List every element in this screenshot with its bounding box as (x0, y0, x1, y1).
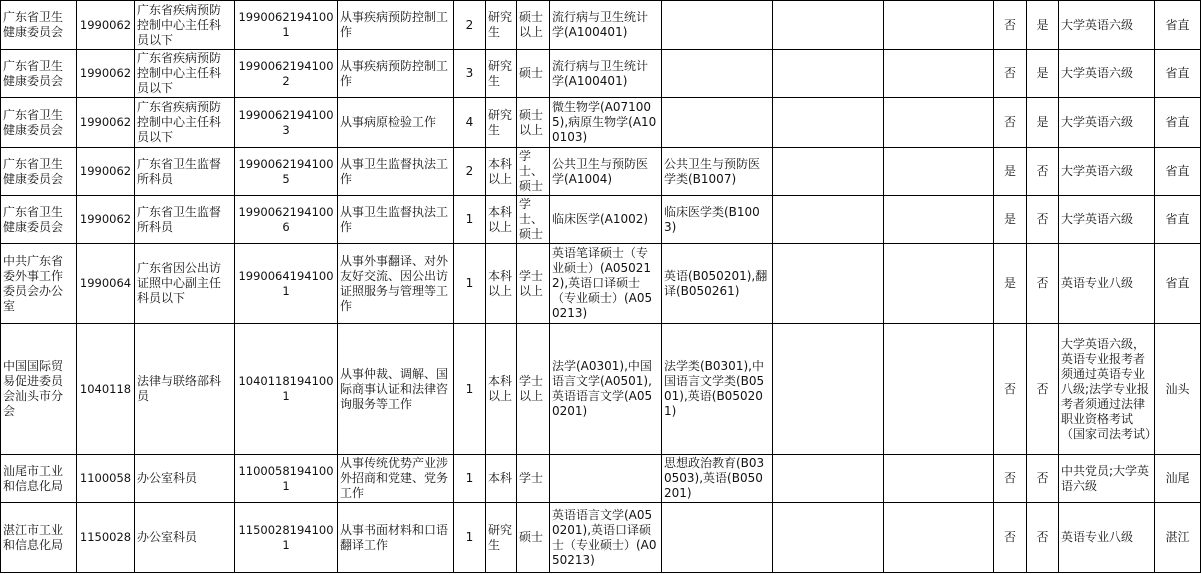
other-requirement-cell[interactable] (884, 244, 994, 324)
education-cell[interactable] (486, 148, 517, 196)
position-code-cell[interactable] (235, 503, 338, 573)
employing-unit-cell-text: 广东省因公出访证照中心副主任科员以下 (137, 261, 222, 305)
employing-unit-cell-text: 广东省疾病预防控制中心主任科员以下 (137, 100, 222, 144)
vocational-major-cell[interactable] (773, 455, 884, 503)
education-cell-text: 本科 (488, 471, 513, 485)
region-cell[interactable] (1155, 455, 1201, 503)
department-code-cell-text: 1040118 (79, 381, 132, 396)
grassroots-experience-cell-text: 是 (1003, 164, 1016, 178)
exam-type-cell-text: 否 (1036, 164, 1049, 178)
employing-unit-cell-text: 广东省卫生监督所科员 (137, 156, 222, 186)
headcount-cell-text: 1 (465, 276, 474, 290)
department-name-cell-text: 湛江市工业和信息化局 (3, 522, 64, 552)
other-conditions-cell-text: 大学英语六级，英语专业报考者须通过英语专业八级;法学专业报考者须通过法律职业资格考试（国家司法考试） (1061, 336, 1158, 441)
graduate-major-cell-text: 法学(A0301),中国语言文学(A0501),英语语言文学(A050201) (552, 359, 653, 418)
job-duty-cell-text: 从事卫生监督执法工作 (340, 204, 449, 234)
department-name-cell-text: 中共广东省委外事工作委员会办公室 (3, 253, 64, 313)
job-duty-cell-text: 从事书面材料和口语翻译工作 (340, 522, 449, 552)
position-code-cell-text: 19900621941003 (238, 107, 334, 137)
exam-type-cell[interactable] (1027, 455, 1059, 503)
other-conditions-cell-text: 大学英语六级 (1061, 66, 1134, 80)
department-code-cell-text: 1990064 (79, 276, 132, 290)
region-cell[interactable] (1155, 324, 1201, 455)
position-code-cell[interactable] (235, 455, 338, 503)
other-conditions-cell[interactable] (1059, 50, 1155, 98)
other-conditions-cell[interactable] (1059, 244, 1155, 324)
headcount-cell[interactable] (454, 148, 486, 196)
exam-type-cell-text: 否 (1036, 212, 1049, 226)
graduate-major-cell-text: 流行病与卫生统计学(A100401) (552, 10, 649, 39)
education-cell-text: 研究生 (488, 58, 513, 88)
region-cell-text: 省直 (1165, 212, 1190, 226)
position-code-cell[interactable] (235, 148, 338, 196)
undergraduate-major-cell-text: 公共卫生与预防医学类(B1007) (664, 156, 761, 186)
degree-cell-text: 硕士 (519, 530, 544, 544)
undergraduate-major-cell[interactable] (662, 503, 773, 573)
table-row (1, 50, 1201, 98)
region-cell-text: 汕尾 (1165, 471, 1190, 485)
degree-cell[interactable] (517, 1, 550, 50)
exam-type-cell[interactable] (1027, 196, 1059, 244)
grassroots-experience-cell[interactable] (994, 196, 1027, 244)
employing-unit-cell[interactable] (135, 1, 235, 50)
other-conditions-cell-text: 大学英语六级 (1061, 115, 1134, 129)
department-code-cell[interactable] (77, 455, 135, 503)
employing-unit-cell[interactable] (135, 455, 235, 503)
education-cell-text: 研究生 (488, 107, 513, 137)
other-conditions-cell[interactable] (1059, 148, 1155, 196)
other-requirement-cell[interactable] (884, 503, 994, 573)
headcount-cell-text: 4 (465, 115, 474, 129)
job-duty-cell-text: 从事外事翻译、对外友好交流、因公出访证照服务与管理等工作 (340, 253, 449, 313)
exam-type-cell-text: 否 (1036, 276, 1049, 290)
headcount-cell-text: 3 (465, 66, 474, 80)
undergraduate-major-cell-text: 英语(B050201),翻译(B050261) (664, 268, 768, 298)
degree-cell[interactable] (517, 244, 550, 324)
region-cell[interactable] (1155, 244, 1201, 324)
job-duty-cell[interactable] (338, 455, 454, 503)
position-code-cell-text: 19900621941006 (238, 204, 334, 234)
undergraduate-major-cell[interactable] (662, 98, 773, 148)
undergraduate-major-cell[interactable] (662, 324, 773, 455)
employing-unit-cell[interactable] (135, 324, 235, 455)
position-code-cell-text: 11500281941001 (238, 522, 334, 552)
employing-unit-cell[interactable] (135, 244, 235, 324)
other-conditions-cell[interactable] (1059, 98, 1155, 148)
headcount-cell[interactable] (454, 50, 486, 98)
other-conditions-cell[interactable] (1059, 1, 1155, 50)
headcount-cell-text: 1 (465, 530, 474, 544)
other-conditions-cell[interactable] (1059, 455, 1155, 503)
other-conditions-cell[interactable] (1059, 503, 1155, 573)
table-row (1, 196, 1201, 244)
position-code-cell-text: 19900621941005 (238, 156, 334, 186)
employing-unit-cell-text: 办公室科员 (137, 530, 198, 544)
degree-cell-text: 学士、硕士 (519, 149, 544, 193)
job-duty-cell[interactable] (338, 98, 454, 148)
position-code-cell[interactable] (235, 244, 338, 324)
department-code-cell[interactable] (77, 503, 135, 573)
job-duty-cell[interactable] (338, 50, 454, 98)
headcount-cell[interactable] (454, 455, 486, 503)
employing-unit-cell[interactable] (135, 148, 235, 196)
region-cell[interactable] (1155, 98, 1201, 148)
grassroots-experience-cell[interactable] (994, 50, 1027, 98)
education-cell-text: 本科以上 (488, 204, 513, 234)
grassroots-experience-cell[interactable] (994, 244, 1027, 324)
department-code-cell-text: 1990062 (79, 115, 132, 129)
department-name-cell[interactable] (1, 1, 77, 50)
table-row (1, 503, 1201, 573)
position-code-cell[interactable] (235, 324, 338, 455)
job-duty-cell[interactable] (338, 196, 454, 244)
vocational-major-cell[interactable] (773, 1, 884, 50)
graduate-major-cell[interactable] (550, 148, 662, 196)
exam-type-cell-text: 是 (1036, 66, 1049, 80)
region-cell-text: 汕头 (1165, 381, 1190, 396)
exam-type-cell-text: 是 (1036, 17, 1049, 32)
job-duty-cell[interactable] (338, 148, 454, 196)
education-cell[interactable] (486, 1, 517, 50)
job-duty-cell-text: 从事卫生监督执法工作 (340, 156, 449, 186)
department-name-cell-text: 广东省卫生健康委员会 (3, 10, 64, 39)
headcount-cell-text: 1 (465, 381, 474, 396)
headcount-cell[interactable] (454, 503, 486, 573)
region-cell[interactable] (1155, 503, 1201, 573)
grassroots-experience-cell[interactable] (994, 324, 1027, 455)
exam-type-cell-text: 否 (1036, 471, 1049, 485)
graduate-major-cell-text: 临床医学(A1002) (552, 212, 649, 226)
graduate-major-cell-text: 英语笔译硕士（专业硕士）(A050212),英语口译硕士（专业硕士）(A050213) (552, 246, 653, 320)
job-duty-cell-text: 从事仲裁、调解、国际商事认证和法律咨询服务等工作 (340, 366, 449, 411)
vocational-major-cell[interactable] (773, 50, 884, 98)
position-code-cell-text: 19900621941001 (238, 10, 334, 39)
department-code-cell-text: 1990062 (79, 17, 132, 32)
position-code-cell-text: 11000581941001 (238, 463, 334, 493)
region-cell[interactable] (1155, 196, 1201, 244)
employing-unit-cell[interactable] (135, 503, 235, 573)
employing-unit-cell-text: 广东省卫生监督所科员 (137, 204, 222, 234)
graduate-major-cell[interactable] (550, 503, 662, 573)
grassroots-experience-cell-text: 否 (1003, 530, 1016, 544)
graduate-major-cell[interactable] (550, 455, 662, 503)
department-name-cell[interactable] (1, 196, 77, 244)
graduate-major-cell[interactable] (550, 324, 662, 455)
exam-type-cell[interactable] (1027, 50, 1059, 98)
other-conditions-cell-text: 英语专业八级 (1061, 276, 1134, 290)
grassroots-experience-cell-text: 是 (1003, 212, 1016, 226)
headcount-cell-text: 1 (465, 212, 474, 226)
table-row (1, 244, 1201, 324)
education-cell-text: 本科以上 (488, 374, 513, 403)
region-cell-text: 省直 (1165, 17, 1190, 32)
graduate-major-cell[interactable] (550, 244, 662, 324)
education-cell[interactable] (486, 196, 517, 244)
region-cell[interactable] (1155, 50, 1201, 98)
employing-unit-cell-text: 广东省疾病预防控制中心主任科员以下 (137, 51, 222, 95)
job-duty-cell[interactable] (338, 244, 454, 324)
department-code-cell-text: 1100058 (79, 471, 132, 485)
degree-cell-text: 硕士 (519, 66, 544, 80)
exam-type-cell-text: 否 (1036, 530, 1049, 544)
headcount-cell-text: 2 (465, 17, 474, 32)
employing-unit-cell-text: 广东省疾病预防控制中心主任科员以下 (137, 2, 222, 47)
department-name-cell-text: 中国国际贸易促进委员会汕头市分会 (3, 359, 64, 418)
region-cell[interactable] (1155, 148, 1201, 196)
job-duty-cell-text: 从事疾病预防控制工作 (340, 10, 449, 39)
job-duty-cell[interactable] (338, 1, 454, 50)
graduate-major-cell-text: 英语语言文学(A050201),英语口译硕士（专业硕士）(A050213) (552, 507, 657, 567)
job-duty-cell-text: 从事传统优势产业涉外招商和党建、党务工作 (340, 456, 449, 500)
department-code-cell[interactable] (77, 196, 135, 244)
table-row (1, 148, 1201, 196)
department-name-cell[interactable] (1, 50, 77, 98)
table-row (1, 324, 1201, 455)
department-code-cell[interactable] (77, 244, 135, 324)
other-requirement-cell[interactable] (884, 148, 994, 196)
region-cell[interactable] (1155, 1, 1201, 50)
degree-cell[interactable] (517, 324, 550, 455)
grassroots-experience-cell[interactable] (994, 148, 1027, 196)
grassroots-experience-cell-text: 否 (1003, 471, 1016, 485)
degree-cell-text: 硕士以上 (519, 10, 544, 39)
degree-cell-text: 学士、硕士 (519, 197, 544, 241)
other-requirement-cell[interactable] (884, 98, 994, 148)
degree-cell[interactable] (517, 148, 550, 196)
grassroots-experience-cell[interactable] (994, 98, 1027, 148)
undergraduate-major-cell[interactable] (662, 455, 773, 503)
education-cell-text: 本科以上 (488, 156, 513, 186)
graduate-major-cell-text: 公共卫生与预防医学(A1004) (552, 156, 649, 186)
region-cell-text: 省直 (1165, 66, 1190, 80)
department-name-cell[interactable] (1, 148, 77, 196)
job-duty-cell-text: 从事疾病预防控制工作 (340, 58, 449, 88)
other-conditions-cell-text: 大学英语六级 (1061, 17, 1134, 32)
other-conditions-cell[interactable] (1059, 196, 1155, 244)
education-cell[interactable] (486, 98, 517, 148)
headcount-cell[interactable] (454, 324, 486, 455)
headcount-cell[interactable] (454, 244, 486, 324)
graduate-major-cell[interactable] (550, 98, 662, 148)
education-cell[interactable] (486, 324, 517, 455)
other-conditions-cell-text: 英语专业八级 (1061, 530, 1134, 544)
other-requirement-cell[interactable] (884, 50, 994, 98)
department-code-cell[interactable] (77, 50, 135, 98)
department-name-cell-text: 汕尾市工业和信息化局 (3, 463, 64, 493)
degree-cell-text: 硕士以上 (519, 107, 544, 137)
position-code-cell-text: 19900641941001 (238, 268, 334, 298)
department-name-cell[interactable] (1, 455, 77, 503)
department-code-cell-text: 1990062 (79, 212, 132, 226)
other-conditions-cell-text: 大学英语六级 (1061, 164, 1134, 178)
graduate-major-cell[interactable] (550, 1, 662, 50)
employing-unit-cell[interactable] (135, 196, 235, 244)
other-requirement-cell[interactable] (884, 324, 994, 455)
department-code-cell[interactable] (77, 324, 135, 455)
undergraduate-major-cell[interactable] (662, 196, 773, 244)
undergraduate-major-cell-text: 思想政治教育(B030503),英语(B050201) (664, 456, 765, 500)
degree-cell-text: 学士以上 (519, 268, 544, 298)
position-code-cell[interactable] (235, 196, 338, 244)
degree-cell-text: 学士以上 (519, 374, 544, 403)
exam-type-cell-text: 是 (1036, 115, 1049, 129)
position-code-cell-text: 10401181941001 (238, 374, 334, 403)
employing-unit-cell[interactable] (135, 98, 235, 148)
education-cell-text: 本科以上 (488, 268, 513, 298)
department-name-cell[interactable] (1, 244, 77, 324)
job-duty-cell-text: 从事病原检验工作 (340, 115, 437, 129)
headcount-cell[interactable] (454, 98, 486, 148)
position-code-cell[interactable] (235, 1, 338, 50)
department-name-cell[interactable] (1, 98, 77, 148)
job-duty-cell[interactable] (338, 324, 454, 455)
department-name-cell-text: 广东省卫生健康委员会 (3, 107, 64, 137)
exam-type-cell[interactable] (1027, 1, 1059, 50)
graduate-major-cell-text: 流行病与卫生统计学(A100401) (552, 58, 649, 88)
grassroots-experience-cell-text: 是 (1003, 276, 1016, 290)
table-row (1, 98, 1201, 148)
department-code-cell-text: 1990062 (79, 164, 132, 178)
degree-cell[interactable] (517, 50, 550, 98)
exam-type-cell[interactable] (1027, 324, 1059, 455)
employing-unit-cell[interactable] (135, 50, 235, 98)
department-code-cell-text: 1990062 (79, 66, 132, 80)
grassroots-experience-cell[interactable] (994, 455, 1027, 503)
education-cell[interactable] (486, 244, 517, 324)
position-code-cell-text: 19900621941002 (238, 58, 334, 88)
vocational-major-cell[interactable] (773, 244, 884, 324)
job-duty-cell[interactable] (338, 503, 454, 573)
department-code-cell[interactable] (77, 148, 135, 196)
department-code-cell-text: 1150028 (79, 530, 132, 544)
vocational-major-cell[interactable] (773, 148, 884, 196)
region-cell-text: 省直 (1165, 115, 1190, 129)
graduate-major-cell[interactable] (550, 50, 662, 98)
department-name-cell[interactable] (1, 503, 77, 573)
position-code-cell[interactable] (235, 98, 338, 148)
education-cell-text: 研究生 (488, 522, 513, 552)
other-requirement-cell[interactable] (884, 1, 994, 50)
education-cell[interactable] (486, 455, 517, 503)
education-cell-text: 研究生 (488, 10, 513, 39)
exam-type-cell[interactable] (1027, 98, 1059, 148)
department-name-cell-text: 广东省卫生健康委员会 (3, 58, 64, 88)
department-name-cell[interactable] (1, 324, 77, 455)
exam-type-cell[interactable] (1027, 244, 1059, 324)
degree-cell-text: 学士 (519, 471, 544, 485)
vocational-major-cell[interactable] (773, 324, 884, 455)
headcount-cell[interactable] (454, 1, 486, 50)
grassroots-experience-cell-text: 否 (1003, 381, 1016, 396)
vocational-major-cell[interactable] (773, 196, 884, 244)
department-code-cell[interactable] (77, 98, 135, 148)
exam-type-cell[interactable] (1027, 503, 1059, 573)
region-cell-text: 湛江 (1165, 530, 1190, 544)
undergraduate-major-cell[interactable] (662, 1, 773, 50)
region-cell-text: 省直 (1165, 164, 1190, 178)
grassroots-experience-cell-text: 否 (1003, 66, 1016, 80)
other-conditions-cell-text: 中共党员;大学英语六级 (1061, 463, 1150, 493)
grassroots-experience-cell-text: 否 (1003, 17, 1016, 32)
department-code-cell[interactable] (77, 1, 135, 50)
grassroots-experience-cell-text: 否 (1003, 115, 1016, 129)
undergraduate-major-cell-text: 临床医学类(B1003) (664, 204, 760, 234)
department-name-cell-text: 广东省卫生健康委员会 (3, 156, 64, 186)
grassroots-experience-cell[interactable] (994, 503, 1027, 573)
exam-type-cell[interactable] (1027, 148, 1059, 196)
employing-unit-cell-text: 办公室科员 (137, 471, 198, 485)
table-row (1, 455, 1201, 503)
region-cell-text: 省直 (1165, 276, 1190, 290)
vocational-major-cell[interactable] (773, 98, 884, 148)
other-requirement-cell[interactable] (884, 196, 994, 244)
degree-cell[interactable] (517, 503, 550, 573)
headcount-cell[interactable] (454, 196, 486, 244)
department-name-cell-text: 广东省卫生健康委员会 (3, 204, 64, 234)
undergraduate-major-cell[interactable] (662, 50, 773, 98)
other-conditions-cell[interactable] (1059, 324, 1158, 455)
undergraduate-major-cell[interactable] (662, 148, 773, 196)
grassroots-experience-cell[interactable] (994, 1, 1027, 50)
employing-unit-cell-text: 法律与联络部科员 (137, 374, 222, 403)
undergraduate-major-cell[interactable] (662, 244, 773, 324)
degree-cell[interactable] (517, 196, 550, 244)
graduate-major-cell[interactable] (550, 196, 662, 244)
table-row (1, 1, 1201, 50)
degree-cell[interactable] (517, 98, 550, 148)
headcount-cell-text: 2 (465, 164, 474, 178)
other-requirement-cell[interactable] (884, 455, 994, 503)
position-code-cell[interactable] (235, 50, 338, 98)
headcount-cell-text: 1 (465, 471, 474, 485)
undergraduate-major-cell-text: 法学类(B0301),中国语言文学类(B0501),英语(B050201) (664, 359, 765, 418)
vocational-major-cell[interactable] (773, 503, 884, 573)
degree-cell[interactable] (517, 455, 550, 503)
other-conditions-cell-text: 大学英语六级 (1061, 212, 1134, 226)
education-cell[interactable] (486, 503, 517, 573)
education-cell[interactable] (486, 50, 517, 98)
graduate-major-cell-text: 微生物学(A071005),病原生物学(A100103) (552, 100, 657, 144)
exam-type-cell-text: 否 (1036, 381, 1049, 396)
